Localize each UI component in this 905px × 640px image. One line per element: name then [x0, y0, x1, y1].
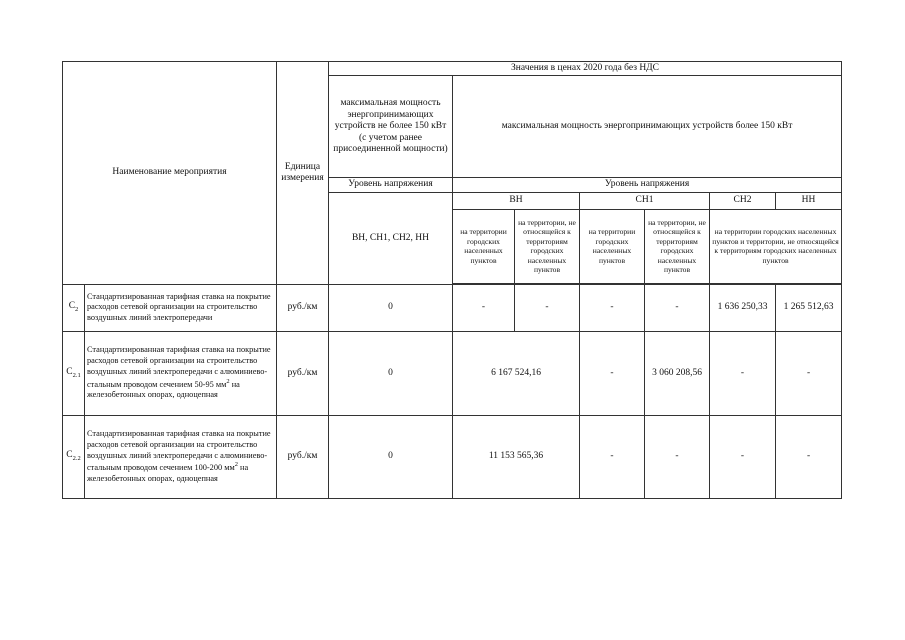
row-code: $C_{2.2}$	[63, 415, 85, 498]
value-sn1-urban: -	[580, 331, 645, 415]
value-sn1-non-urban: -	[645, 284, 710, 331]
row-unit: руб./км	[277, 415, 329, 498]
column-header-name: Наименование мероприятия	[63, 62, 277, 285]
value-sn2: -	[710, 415, 776, 498]
value-all-levels: 0	[329, 331, 453, 415]
column-header-unit: Единица измерения	[277, 62, 329, 285]
row-description: Стандартизированная тарифная ставка на покрытие расходов сетевой организации на строительство воздушных линий электропередачи	[85, 284, 277, 331]
value-vn-non-urban: -	[515, 284, 580, 331]
vn-non-urban-header: на территории, не относящейся к территориям городских населенных пунктов	[515, 209, 580, 283]
level-sn2-header: СН2	[710, 192, 776, 209]
voltage-level-header-right: Уровень напряжения	[453, 178, 842, 192]
value-nn: 1 265 512,63	[776, 284, 842, 331]
table-row	[63, 284, 842, 331]
sn1-non-urban-header: на территории, не относящейся к территориям городских населенных пунктов	[645, 209, 710, 283]
vn-urban-header: на территории городских населенных пунктов	[453, 209, 515, 283]
row-code: $C_2$	[63, 284, 85, 331]
value-sn2: 1 636 250,33	[710, 284, 776, 331]
all-levels-header: ВН, СН1, СН2, НН	[329, 192, 453, 284]
sn1-urban-header: на территории городских населенных пунктов	[580, 209, 645, 283]
values-header: Значения в ценах 2020 года без НДС	[329, 62, 842, 76]
level-sn1-header: СН1	[580, 192, 710, 209]
power-over-150-header: максимальная мощность энергопринимающих устройств более 150 кВт	[453, 76, 842, 178]
row-description: Стандартизированная тарифная ставка на покрытие расходов сетевой организации на строительство воздушных линий электропередачи с алюминиево-стальным проводом сечением 50-95 $мм^2$ на железобетонных опорах, одноцепная	[85, 331, 277, 415]
voltage-level-header-left: Уровень напряжения	[329, 178, 453, 192]
sn2-nn-territory-header: на территории городских населенных пунктов и территории, не относящейся к территориям городских населенных пунктов	[710, 209, 842, 283]
value-nn: -	[776, 331, 842, 415]
value-sn1-urban: -	[580, 415, 645, 498]
header-row-values	[63, 62, 842, 76]
tariff-table	[62, 61, 842, 499]
power-upto-150-header: максимальная мощность энергопринимающих устройств не более 150 кВт (с учетом ранее присоединенной мощности)	[329, 76, 453, 178]
value-sn1-non-urban: -	[645, 415, 710, 498]
value-nn: -	[776, 415, 842, 498]
level-nn-header: НН	[776, 192, 842, 209]
level-vn-header: ВН	[453, 192, 580, 209]
value-sn2: -	[710, 331, 776, 415]
value-sn1-non-urban: 3 060 208,56	[645, 331, 710, 415]
value-all-levels: 0	[329, 284, 453, 331]
value-vn: 11 153 565,36	[453, 415, 580, 498]
value-vn-urban: -	[453, 284, 515, 331]
value-sn1-urban: -	[580, 284, 645, 331]
value-all-levels: 0	[329, 415, 453, 498]
row-unit: руб./км	[277, 331, 329, 415]
value-vn: 6 167 524,16	[453, 331, 580, 415]
row-code: $C_{2.1}$	[63, 331, 85, 415]
table-row	[63, 331, 842, 415]
row-description: Стандартизированная тарифная ставка на покрытие расходов сетевой организации на строительство воздушных линий электропередачи с алюминиево-стальным проводом сечением 100-200 $мм^2$ на железобетонных опорах, одноцепная	[85, 415, 277, 498]
row-unit: руб./км	[277, 284, 329, 331]
table-row	[63, 415, 842, 498]
